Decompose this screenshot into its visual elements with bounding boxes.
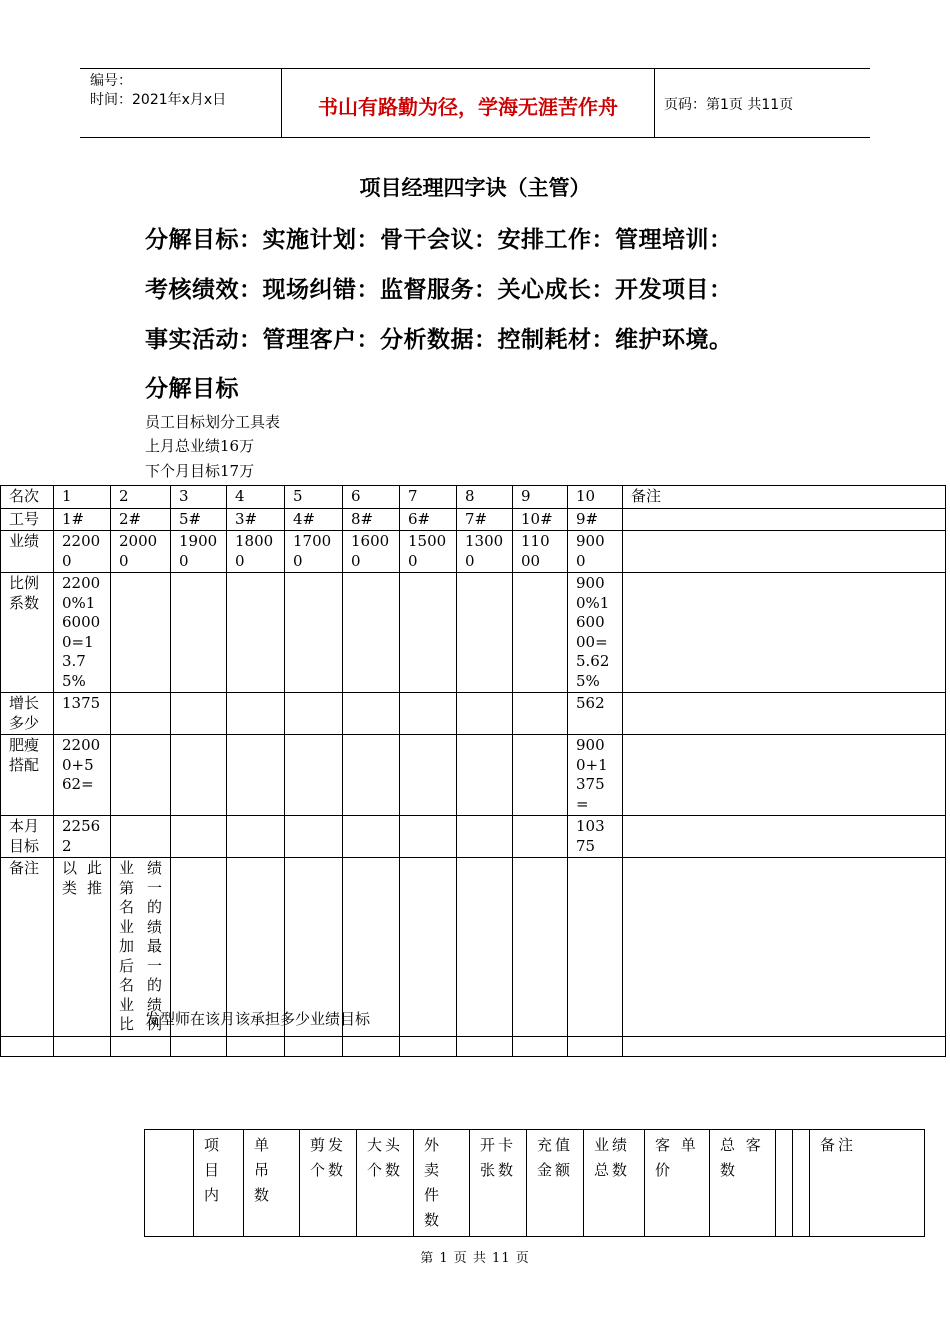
table-cell: [623, 531, 946, 573]
table-cell: [145, 1130, 194, 1237]
intro-line-2: 上月总业绩16万: [145, 437, 255, 455]
table-cell: 3#: [227, 508, 285, 531]
table-cell: [111, 735, 171, 816]
table-row: [1, 573, 946, 693]
table-cell: [227, 693, 285, 735]
table-cell: 19000: [171, 531, 227, 573]
table-cell: 3: [171, 486, 227, 509]
header-divider: [654, 69, 655, 137]
intro-line-3: 下个月目标17万: [145, 462, 255, 480]
table-cell: 业绩总数: [584, 1130, 645, 1237]
table-cell: [227, 735, 285, 816]
table-cell: 外卖件数: [414, 1130, 470, 1237]
table-cell: [457, 573, 513, 693]
table-cell: [111, 816, 171, 858]
table-cell: 客 单价: [645, 1130, 710, 1237]
document-date-label: 时间：2021年x月x日: [90, 92, 227, 108]
table-cell: [513, 573, 568, 693]
table-cell: 名次: [1, 486, 54, 509]
header-meta: [90, 72, 226, 110]
table-cell: [623, 693, 946, 735]
table-cell: [400, 1036, 457, 1056]
table-cell: [457, 816, 513, 858]
intro-line-1: 员工目标划分工具表: [145, 413, 281, 431]
table-cell: [513, 1036, 568, 1056]
table-cell: [513, 735, 568, 816]
table-cell: 22000+562=: [54, 735, 111, 816]
table-cell: 2: [111, 486, 171, 509]
table-cell: 22000: [54, 531, 111, 573]
header-page-info: 页码：第1页 共11页: [664, 97, 794, 113]
table-cell: [111, 573, 171, 693]
table-cell: [568, 1036, 623, 1056]
table-cell: [623, 508, 946, 531]
table-cell: [227, 816, 285, 858]
document-title: 项目经理四字诀（主管）: [359, 175, 591, 200]
page-footer: 第 1 页 共 11 页: [420, 1251, 530, 1266]
table-row: [1, 816, 946, 858]
table-row: [1, 508, 946, 531]
document-number-label: 编号：: [90, 73, 132, 89]
table-cell: 单吊数: [244, 1130, 300, 1237]
table-cell: [343, 735, 400, 816]
table-cell: [400, 693, 457, 735]
table-cell: [457, 1036, 513, 1056]
table-cell: 5#: [171, 508, 227, 531]
table-cell: 充值金额: [527, 1130, 584, 1237]
table-cell: [343, 573, 400, 693]
table-cell: 9: [513, 486, 568, 509]
table-cell: [400, 735, 457, 816]
slogan-line-2: 考核绩效：现场纠错：监督服务：关心成长：开发项目：: [145, 276, 733, 303]
table-cell: [1, 1036, 54, 1056]
table-cell: 17000: [285, 531, 343, 573]
table-cell: [513, 858, 568, 1037]
stylist-stats-table: [144, 1129, 925, 1237]
table-row: [1, 531, 946, 573]
table-cell: 4: [227, 486, 285, 509]
table-cell: 8#: [343, 508, 400, 531]
table-cell: [54, 1036, 111, 1056]
table-cell: 10375: [568, 816, 623, 858]
table-cell: [171, 693, 227, 735]
table-cell: 增长多少: [1, 693, 54, 735]
table-cell: [568, 858, 623, 1037]
table-row: [1, 858, 946, 1037]
table-cell: 项目内: [194, 1130, 244, 1237]
table-cell: [111, 1036, 171, 1056]
table-cell: 6: [343, 486, 400, 509]
table-cell: 20000: [111, 531, 171, 573]
table-cell: 业绩第一名的业绩加最后一名的业绩比例: [111, 858, 171, 1037]
table-cell: [171, 735, 227, 816]
target-allocation-table: [0, 485, 946, 1057]
note-text: 发型师在该月该承担多少业绩目标: [145, 1010, 371, 1028]
table-cell: [285, 735, 343, 816]
table-cell: 22000%160000=13.75%: [54, 573, 111, 693]
table-cell: 6#: [400, 508, 457, 531]
table-row: [1, 1036, 946, 1056]
table-cell: [623, 1036, 946, 1056]
table-cell: 7: [400, 486, 457, 509]
table-row: [1, 693, 946, 735]
table-row: [1, 735, 946, 816]
table-cell: 比例系数: [1, 573, 54, 693]
table-cell: [285, 693, 343, 735]
table-cell: 9000+1375=: [568, 735, 623, 816]
table-cell: [457, 735, 513, 816]
table-cell: [513, 816, 568, 858]
table-cell: 9000%160000=5.625%: [568, 573, 623, 693]
table-cell: 18000: [227, 531, 285, 573]
table-cell: 工号: [1, 508, 54, 531]
table-cell: [457, 693, 513, 735]
table-cell: 13000: [457, 531, 513, 573]
table-cell: [513, 693, 568, 735]
table-cell: 肥瘦搭配: [1, 735, 54, 816]
table-row: [1, 486, 946, 509]
section-heading: 分解目标: [145, 375, 239, 402]
table-cell: 22562: [54, 816, 111, 858]
table-cell: [343, 816, 400, 858]
header-motto: 书山有路勤为径，学海无涯苦作舟: [318, 95, 618, 119]
table-cell: 16000: [343, 531, 400, 573]
table-cell: 以此类推: [54, 858, 111, 1037]
table-cell: 业绩: [1, 531, 54, 573]
table-cell: [623, 858, 946, 1037]
table-cell: 10: [568, 486, 623, 509]
table-cell: 8: [457, 486, 513, 509]
slogan-line-3: 事实活动：管理客户：分析数据：控制耗材：维护环境。: [145, 326, 733, 353]
table-cell: [793, 1130, 810, 1237]
table-cell: 剪发个数: [300, 1130, 357, 1237]
table-cell: [285, 1036, 343, 1056]
slogan-line-1: 分解目标：实施计划：骨干会议：安排工作：管理培训：: [145, 226, 733, 253]
table-cell: [457, 858, 513, 1037]
table-cell: [111, 693, 171, 735]
table-cell: 11000: [513, 531, 568, 573]
table-cell: 备注: [623, 486, 946, 509]
table-cell: [171, 1036, 227, 1056]
table-cell: [623, 816, 946, 858]
table-cell: 开卡张数: [470, 1130, 527, 1237]
table-cell: [285, 816, 343, 858]
table-cell: 7#: [457, 508, 513, 531]
table-cell: [285, 573, 343, 693]
table-cell: 4#: [285, 508, 343, 531]
table-cell: 1375: [54, 693, 111, 735]
table-cell: 总 客数: [710, 1130, 776, 1237]
table-cell: 9000: [568, 531, 623, 573]
table-cell: [623, 735, 946, 816]
table-cell: 15000: [400, 531, 457, 573]
table-cell: 2#: [111, 508, 171, 531]
table-cell: [227, 573, 285, 693]
table-cell: 本月目标: [1, 816, 54, 858]
table-cell: 备注: [810, 1130, 925, 1237]
table-cell: 562: [568, 693, 623, 735]
table-cell: [400, 816, 457, 858]
table-cell: [623, 573, 946, 693]
table-cell: [400, 858, 457, 1037]
table-cell: [343, 693, 400, 735]
table-cell: 5: [285, 486, 343, 509]
table-cell: 10#: [513, 508, 568, 531]
table-cell: 大头个数: [357, 1130, 414, 1237]
table-cell: [400, 573, 457, 693]
table-cell: 1#: [54, 508, 111, 531]
table-cell: [343, 1036, 400, 1056]
table-row: [145, 1130, 925, 1237]
table-cell: [171, 816, 227, 858]
table-cell: [227, 1036, 285, 1056]
page-header: [80, 68, 870, 138]
table-cell: 9#: [568, 508, 623, 531]
table-cell: [776, 1130, 793, 1237]
table-cell: 1: [54, 486, 111, 509]
table-cell: 备注: [1, 858, 54, 1037]
table-cell: [171, 573, 227, 693]
